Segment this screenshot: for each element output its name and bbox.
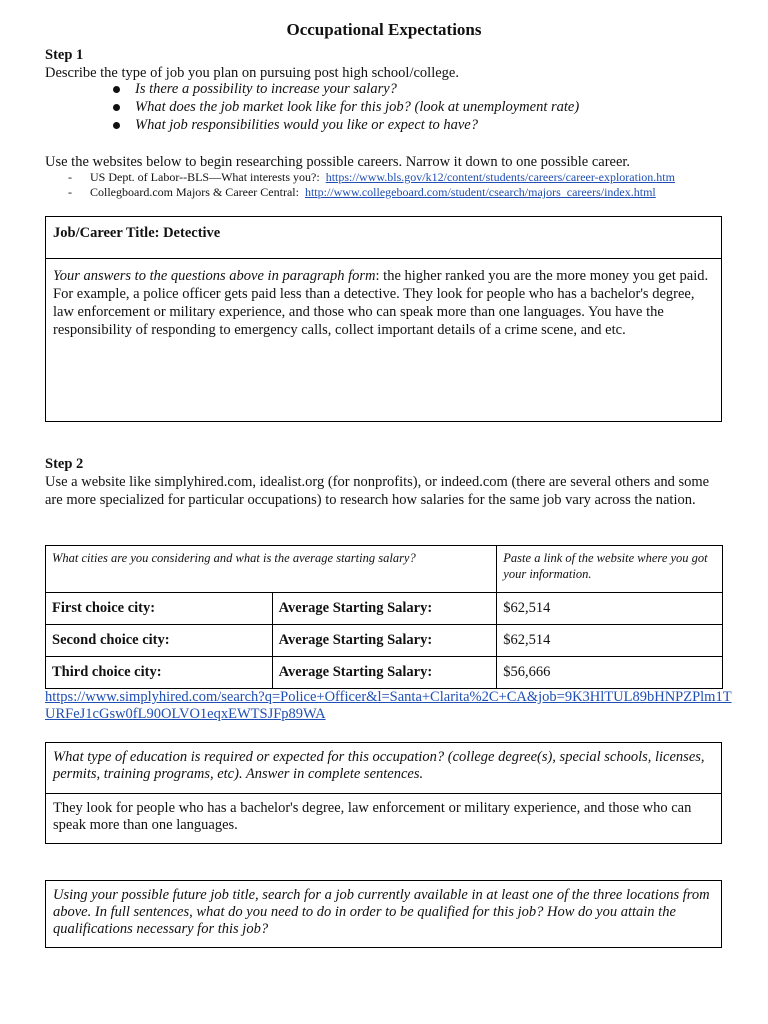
education-question: What type of education is required or expected for this occupation? (college degree(s), special schools, licenses, permits, training programs, etc). Answer in complete sentences. [46, 743, 721, 794]
qualification-question[interactable]: Using your possible future job title, search for a job currently available in at least one of the three locations from above. In full sentences, what do you need to do in order to be qualified for this job? How do you attain the qualifications necessary for this job? [53, 887, 710, 937]
city-label: Third choice city: [46, 657, 273, 689]
table-header-link: Paste a link of the website where you got your information. [497, 546, 723, 593]
salary-value[interactable]: $62,514 [497, 625, 723, 657]
qualification-box [45, 880, 722, 948]
table-header-question: What cities are you considering and what is the average starting salary? [46, 546, 497, 593]
table-row [46, 625, 723, 657]
page-title: Occupational Expectations [286, 20, 482, 39]
salary-value[interactable]: $56,666 [497, 657, 723, 689]
salary-table [45, 545, 723, 689]
salary-label: Average Starting Salary: [272, 625, 497, 657]
answer-text: : the higher ranked you are the more money you get paid. For example, a police officer gets paid less than a detective. They look for people who has a bachelor's degree, law enforcement or military experience, and those who can speak more than one languages. You have the responsibility of responding to emergency calls, collect important details of a crime scene, and etc. [53, 268, 709, 338]
resource-item-bls [68, 170, 675, 185]
resource-label: US Dept. of Labor--BLS—What interests you?: [90, 170, 320, 184]
salary-source-link[interactable]: https://www.simplyhired.com/search?q=Police+Officer&l=Santa+Clarita%2C+CA&job=9K3HlTUL89bHNPZPlm1TURFeJ1cGsw0fL90OLVO1eqxEWTSJFp89WA [45, 689, 732, 722]
step-2-heading: Step 2 [45, 456, 84, 472]
resource-label: Collegboard.com Majors & Career Central: [90, 185, 299, 199]
resource-link-collegeboard[interactable]: http://www.collegeboard.com/student/csearch/majors_careers/index.html [304, 185, 656, 199]
job-title-field[interactable]: Job/Career Title: Detective [46, 217, 721, 259]
question-list [108, 80, 579, 134]
city-label: Second choice city: [46, 625, 273, 657]
city-label: First choice city: [46, 593, 273, 625]
resource-item-collegeboard [68, 185, 675, 200]
salary-label: Average Starting Salary: [272, 593, 497, 625]
step-1-heading: Step 1 [45, 47, 84, 63]
resource-link-bls[interactable]: https://www.bls.gov/k12/content/students/careers/career-exploration.htm [325, 170, 675, 184]
job-career-box [45, 216, 722, 422]
step-2-intro: Use a website like simplyhired.com, idealist.org (for nonprofits), or indeed.com (there are several others and some are more specialized for particular occupations) to research how salaries for the same job vary across the nation. [45, 474, 710, 508]
education-box [45, 742, 722, 844]
answer-prompt: Your answers to the questions above in paragraph form [53, 268, 376, 284]
question-item: What does the job market look like for this job? (look at unemployment rate) [108, 98, 579, 116]
research-instructions: Use the websites below to begin researching possible careers. Narrow it down to one possible career. [45, 154, 631, 170]
education-answer[interactable]: They look for people who has a bachelor's degree, law enforcement or military experience, and those who can speak more than one languages. [53, 800, 692, 833]
salary-label: Average Starting Salary: [272, 657, 497, 689]
question-item: Is there a possibility to increase your salary? [108, 80, 579, 98]
table-row [46, 657, 723, 689]
resource-list [68, 170, 675, 200]
salary-value[interactable]: $62,514 [497, 593, 723, 625]
step-1-intro: Describe the type of job you plan on pursuing post high school/college. [45, 65, 459, 81]
question-item: What job responsibilities would you like or expect to have? [108, 116, 579, 134]
table-row [46, 593, 723, 625]
answer-field[interactable] [46, 259, 721, 345]
